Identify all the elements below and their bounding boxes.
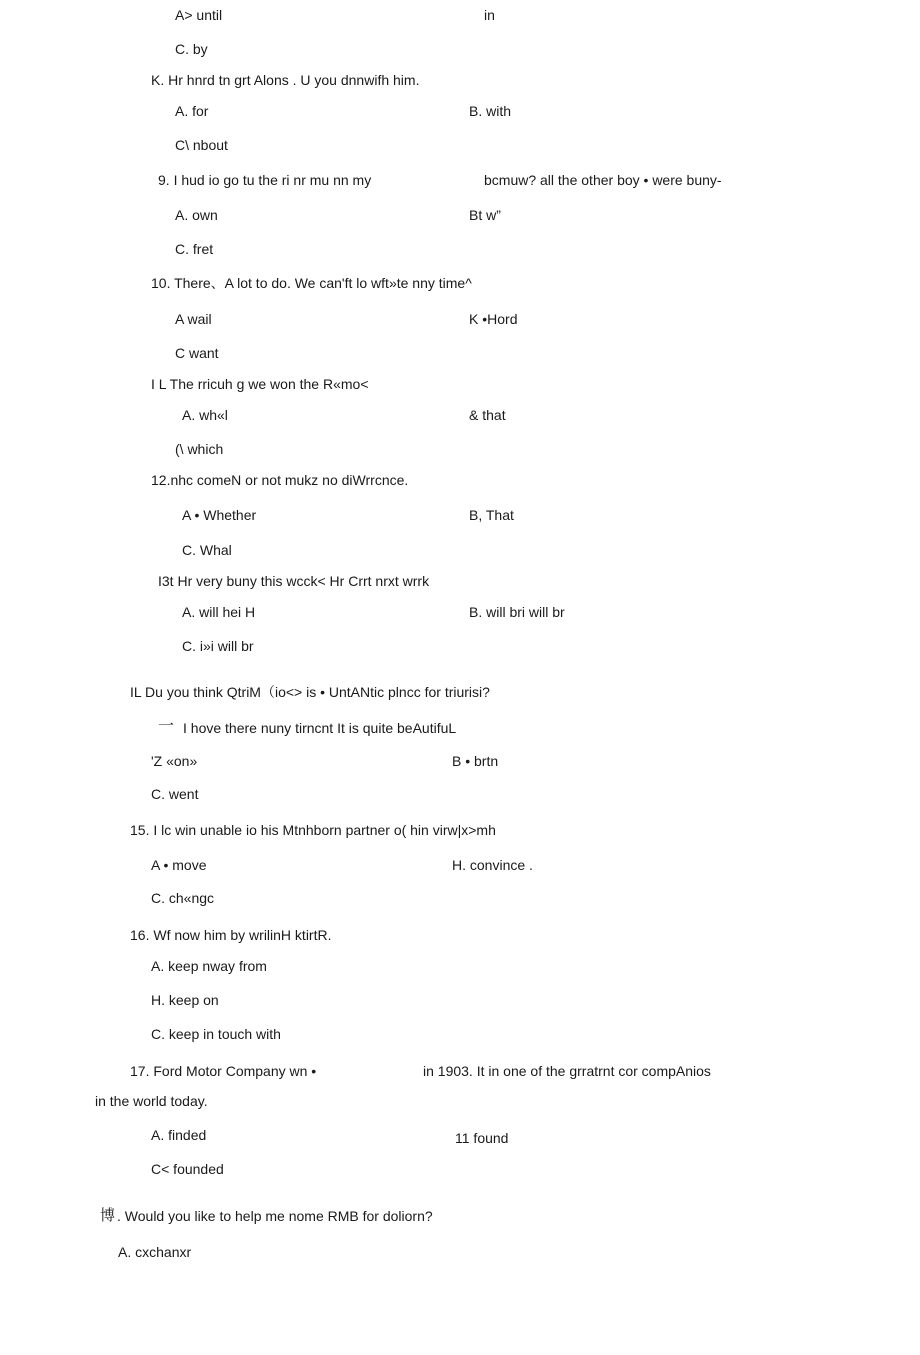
q11-option-a: A. wh«l — [182, 407, 228, 423]
q14-option-c: C. went — [151, 786, 199, 802]
q12-option-a: A • Whether — [182, 507, 257, 523]
q9-option-b: Bt w” — [469, 207, 501, 223]
q17-stem-continued: in the world today. — [95, 1093, 208, 1109]
q7-option-b: in — [484, 7, 495, 23]
q13-option-b: B. will bri will br — [469, 604, 565, 620]
q10-stem: 10. There、A lot to do. We can'ft lo wft»te nny time^ — [151, 275, 472, 291]
q14-option-b: B • brtn — [452, 753, 499, 769]
q14-answer-dash: 一 — [158, 718, 175, 735]
q7-option-a: A> until — [175, 7, 223, 23]
q9-option-c: C. fret — [175, 241, 214, 257]
q9-stem-right: bcmuw? all the other boy • were buny- — [484, 172, 722, 188]
q9-stem-left: 9. I hud io go tu the ri nr mu nn my — [158, 172, 372, 188]
q12-stem: 12.nhc comeN or not mukz no diWrrcnce. — [151, 472, 409, 488]
q13-option-a: A. will hei H — [182, 604, 256, 620]
q18-stem: . Would you like to help me nome RMB for doliorn? — [117, 1208, 433, 1224]
q17-option-a: A. finded — [151, 1127, 207, 1143]
q16-stem: 16. Wf now him by wrilinH ktirtR. — [130, 927, 332, 943]
q10-option-b: K •Hord — [469, 311, 518, 327]
q8-stem: K. Hr hnrd tn grt Alons . U you dnnwifh him. — [151, 72, 420, 88]
q14-stem: IL Du you think QtriM（io<> is • UntANtic plncc for triurisi? — [130, 684, 490, 700]
q12-option-b: B, That — [469, 507, 514, 523]
q8-option-a: A. for — [175, 103, 209, 119]
q17-option-c: C< founded — [151, 1161, 224, 1177]
q13-stem: I3t Hr very buny this wcck< Hr Crrt nrxt wrrk — [158, 573, 430, 589]
q17-stem-right: in 1903. It in one of the grratrnt cor compAnios — [423, 1063, 711, 1079]
q11-option-c: (\ which — [175, 441, 224, 457]
q7-option-c: C. by — [175, 41, 208, 57]
q17-option-b: 11 found — [455, 1130, 509, 1146]
q18-number: 博 — [100, 1207, 116, 1224]
q15-option-a: A • move — [151, 857, 207, 873]
q10-option-c: C want — [175, 345, 219, 361]
q18-option-a: A. cxchanxr — [118, 1244, 192, 1260]
q16-option-a: A. keep nway from — [151, 958, 267, 974]
q15-option-c: C. ch«ngc — [151, 890, 215, 906]
q15-stem: 15. I lc win unable io his Mtnhborn partner o( hin virw|x>mh — [130, 822, 496, 838]
q8-option-b: B. with — [469, 103, 512, 119]
q14-option-a: 'Z «on» — [151, 753, 198, 769]
q15-option-b: H. convince . — [452, 857, 533, 873]
q11-option-b: & that — [469, 407, 506, 423]
q16-option-b: H. keep on — [151, 992, 219, 1008]
q10-option-a: A wail — [175, 311, 212, 327]
q12-option-c: C. Whal — [182, 542, 232, 558]
q13-option-c: C. i»i will br — [182, 638, 254, 654]
q17-stem-left: 17. Ford Motor Company wn • — [130, 1063, 317, 1079]
q8-option-c: C\ nbout — [175, 137, 228, 153]
q9-option-a: A. own — [175, 207, 218, 223]
q11-stem: I L The rricuh g we won the R«mo< — [151, 376, 369, 392]
q14-answer: I hove there nuny tirncnt It is quite beAutifuL — [183, 720, 457, 736]
q16-option-c: C. keep in touch with — [151, 1026, 281, 1042]
